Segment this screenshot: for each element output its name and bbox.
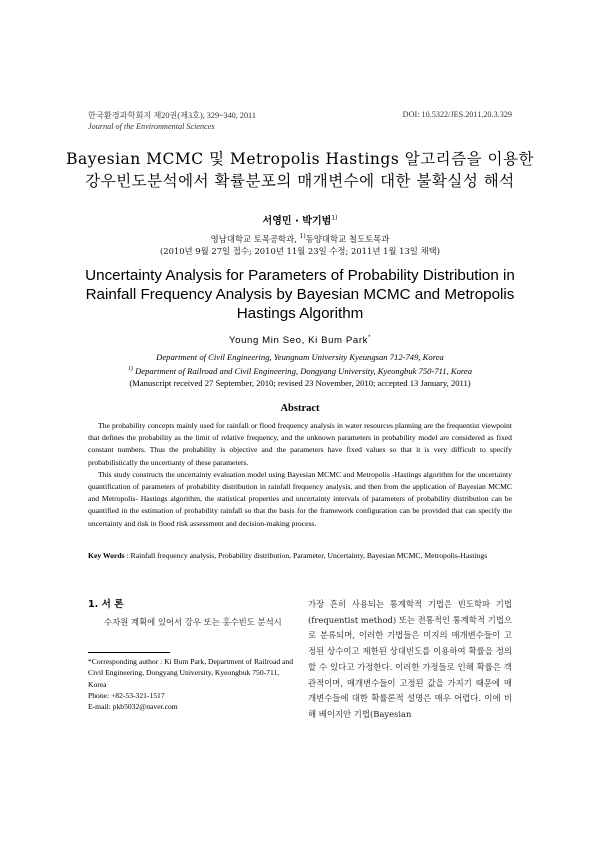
journal-name: Journal of the Environmental Sciences <box>88 122 215 131</box>
footnote <box>88 656 298 712</box>
intro-right-text: 가장 흔히 사용되는 통계학적 기법은 빈도학파 기법(frequentist method) 또는 전통적인 통계학적 기법으로 분류되며, 이러한 기법들은 미지의 매개변수들이 고정된 상수이고 제한된 상대빈도를 이용하여 확률을 정의할 수 있다고 가정한다. 이러한 가정들로 인해 확률은 객관적이며, 매개변수들이 고정된 값을 가지기 때문에 매개변수들에 대한 확률론적 설명은 매우 어렵다. 이에 비해 베이지안 기법(Bayesian <box>308 599 512 719</box>
english-title <box>0 266 600 323</box>
keywords-label: Key Words <box>88 551 125 560</box>
english-dates: (Manuscript received 27 September, 2010; revised 23 November, 2010; accepted 13 January, 2011) <box>129 377 471 388</box>
abstract-paragraph-1: The probability concepts mainly used for rainfall or flood frequency analysis in water resources planning are the frequentist viewpoint that defines the probability as the limit of relative frequency, and the unknown parameters in probability model are considered as fixed constant numbers. Thus the probability is objective and the parameters have fixed values so that it is very difficult to specify probabilistically the uncertianty of these parameters. <box>88 421 512 467</box>
english-affiliation-line1: Department of Civil Engineering, Yeungnam University Kyeungsan 712-749, Korea <box>156 352 444 362</box>
english-title-line1: Uncertainty Analysis for Parameters of Probability Distribution in <box>85 267 515 284</box>
korean-author-names: 서영민 · 박기범 <box>262 216 332 227</box>
intro-left-text: 수자원 계획에 있어서 강우 또는 홍수빈도 분석시 <box>104 617 282 627</box>
left-column <box>88 615 292 631</box>
keywords <box>88 550 512 562</box>
doi: DOI: 10.5322/JES.2011.20.3.329 <box>402 110 512 119</box>
abstract-paragraph-2: This study constructs the uncertainty evaluation model using Bayesian MCMC and Metropolis -Hastings algorithm for the uncertainty quantification of parameters of probability distribution in rainfall frequency analysis, and then from the application of Bayesian MCMC and Metropolis- Hastings algorithm, the statistical properties and uncertainty intervals of parameters of probability distribution can be quantified in the estimation of probability rainfall so that the basis for the framework configuration can be provided that can specify the uncertainty and risk in flood risk assessment and decision-making process. <box>88 469 512 528</box>
abstract-body <box>88 420 512 530</box>
right-column <box>308 597 512 723</box>
footnote-corresponding-author: *Corresponding author : Ki Bum Park, Department of Railroad and Civil Engineering, Dongyang University, Kyeongbuk 750-711, Korea <box>88 657 293 689</box>
korean-affiliation-rest: 동양대학교 철도토목과 <box>305 233 390 244</box>
korean-affiliation <box>0 231 600 257</box>
footnote-divider <box>88 652 170 653</box>
english-title-line2: Rainfall Frequency Analysis by Bayesian MCMC and Metropolis <box>85 286 515 303</box>
english-affiliation-sup: 1) <box>127 366 133 372</box>
english-affiliation-line2 <box>0 363 600 377</box>
running-header <box>88 110 256 132</box>
english-author-names: Young Min Seo, Ki Bum Park <box>229 335 369 347</box>
korean-affiliation-sup: 1) <box>299 233 306 240</box>
korean-affiliation-main: 영남대학교 토목공학과, <box>210 233 300 244</box>
english-title-line3: Hastings Algorithm <box>236 305 364 322</box>
korean-title <box>0 148 600 192</box>
korean-dates: (2010년 9월 27일 접수; 2010년 11월 23일 수정; 2011년 1월 13일 채택) <box>159 245 441 256</box>
english-author-sup: * <box>368 335 371 341</box>
english-affiliation-dept: Department of Railroad and Civil Engineering, Dongyang University, Kyeongbuk 750-711, Korea <box>132 365 473 376</box>
korean-affiliation-line1 <box>0 231 600 245</box>
section-heading: 1. 서 론 <box>88 599 124 610</box>
footnote-email: E-mail: pkb5032@naver.com <box>88 702 178 712</box>
korean-author-sup: 1) <box>331 214 338 222</box>
footnote-phone: Phone: +82-53-321-1517 <box>88 690 165 700</box>
english-authors <box>0 335 600 346</box>
english-affiliation <box>0 351 600 389</box>
korean-title-line1: Bayesian MCMC 및 Metropolis Hastings 알고리즘을 이용한 <box>66 150 534 168</box>
korean-authors <box>0 212 600 227</box>
abstract-heading: Abstract <box>280 403 320 414</box>
journal-citation: 한국환경과학회지 제20권(제3호), 329~340, 2011 <box>88 111 256 120</box>
keywords-value: : Rainfall frequency analysis, Probability distribution, Parameter, Uncertainty, Bayesian MCMC, Metropolis-Hastings <box>126 551 488 560</box>
korean-title-line2: 강우빈도분석에서 확률분포의 매개변수에 대한 불확실성 해석 <box>85 172 515 190</box>
